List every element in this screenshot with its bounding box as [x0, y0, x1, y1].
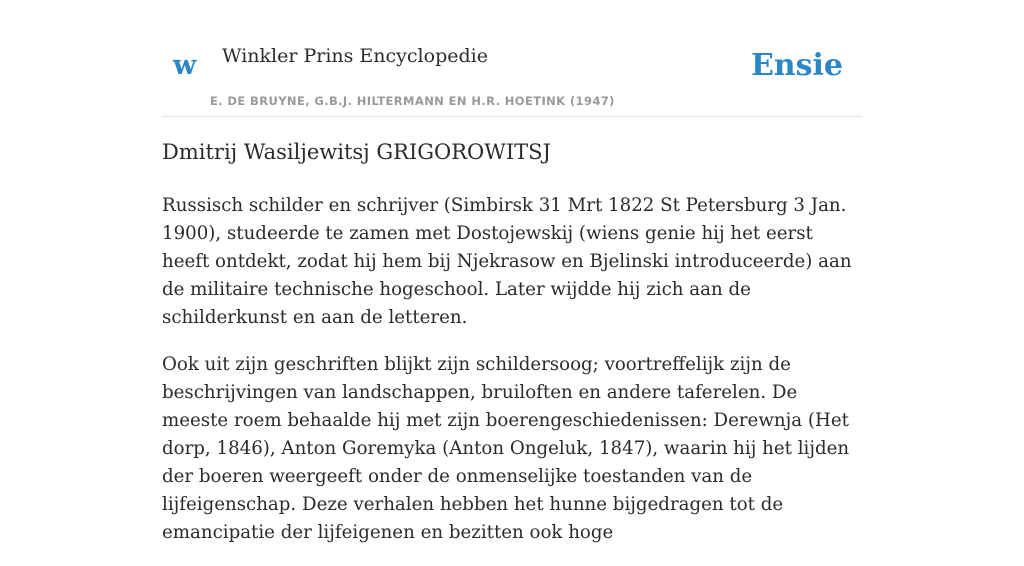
- winkler-prins-logo[interactable]: w: [173, 50, 197, 81]
- source-title[interactable]: Winkler Prins Encyclopedie: [222, 45, 488, 67]
- article-page: [162, 0, 862, 543]
- article-title: Dmitrij Wasiljewitsj GRIGOROWITSJ: [162, 140, 551, 164]
- ensie-logo[interactable]: Ensie: [750, 48, 843, 83]
- article-body: [162, 192, 862, 566]
- article-paragraph-2: Ook uit zijn geschriften blijkt zijn schildersoog; voortreffelijk zijn de beschrijvingen van landschappen, bruiloften en andere taferelen. De meeste roem behaalde hij met zijn boerengeschiedenissen: Derewnja (Het dorp, 1846), Anton Goremyka (Anton Ongeluk, 1847), waarin hij het lijden der boeren weergeeft onder de onmenselijke toestanden van de lijfeigenschap. Deze verhalen hebben het hunne bijgedragen tot de emancipatie der lijfeigenen en bezitten ook hoge: [162, 354, 850, 543]
- source-header: [162, 0, 862, 117]
- source-authors: E. DE BRUYNE, G.B.J. HILTERMANN EN H.R. HOETINK (1947): [210, 94, 615, 108]
- article-paragraph-1: Russisch schilder en schrijver (Simbirsk 31 Mrt 1822 St Petersburg 3 Jan. 1900), studeerde te zamen met Dostojewskij (wiens genie hij het eerst heeft ontdekt, zodat hij hem bij Njekrasow en Bjelinski introduceerde) aan de militaire technische hogeschool. Later wijdde hij zich aan de schilderkunst en aan de letteren.: [162, 195, 852, 328]
